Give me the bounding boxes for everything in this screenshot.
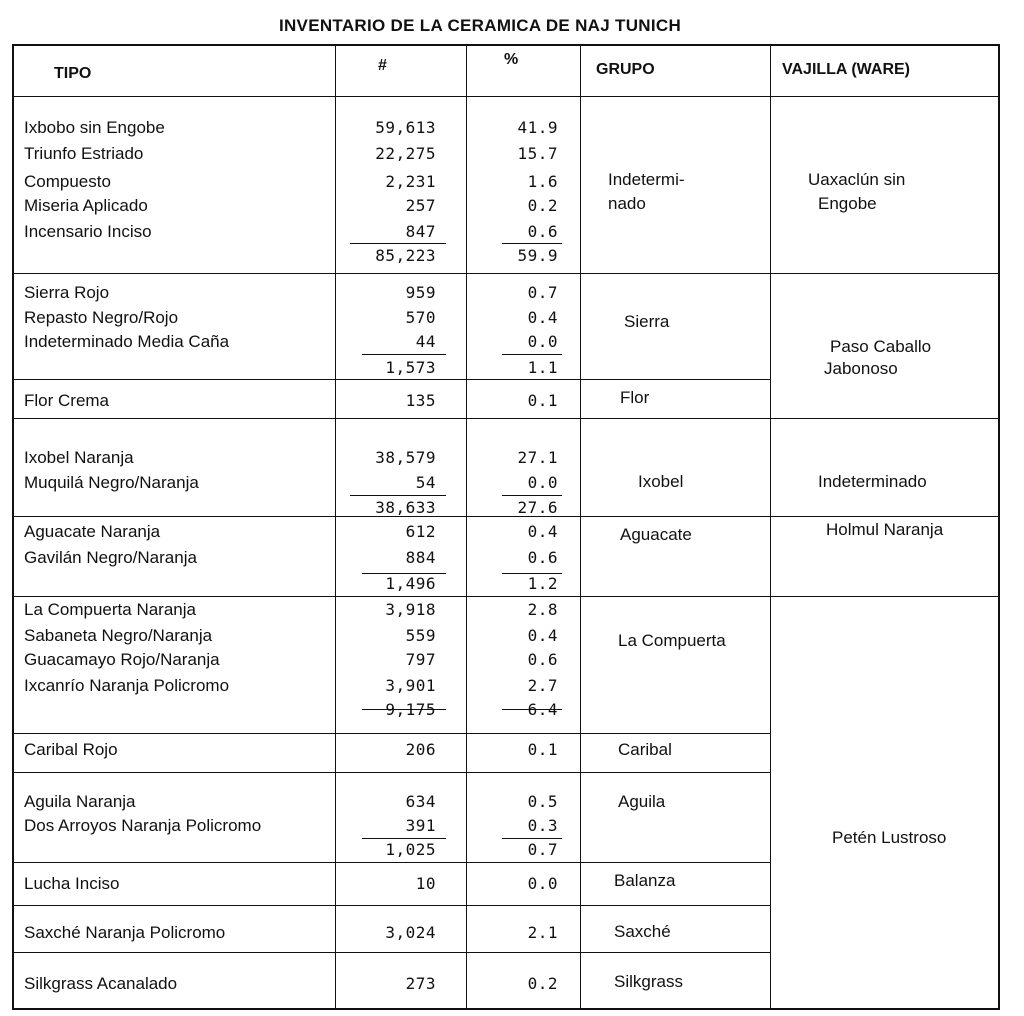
ware-label [824,336,932,380]
tipo-cell: Incensario Inciso [24,222,152,241]
tipo-cell: Guacamayo Rojo/Naranja [24,650,220,669]
section-border [14,772,770,773]
ware-label [808,168,905,216]
tipo-cell: Sabaneta Negro/Naranja [24,626,213,645]
grupo-label: Silkgrass [614,972,683,991]
grupo-label: Sierra [624,312,670,331]
grupo-label: Saxché [614,922,671,941]
header-percent: % [504,51,519,68]
tipo-cell: Sierra Rojo [24,283,110,302]
subtotal-count-cell: 1,573 [385,358,436,377]
subtotal-line [502,495,562,496]
section-border [14,596,998,597]
header-vajilla: VAJILLA (WARE) [782,61,910,78]
tipo-cell: Lucha Inciso [24,874,120,893]
tipo-cell: Muquilá Negro/Naranja [24,473,199,492]
percent-cell: 0.4 [527,522,558,541]
percent-cell: 0.7 [527,283,558,302]
grupo-label-line: Indetermi- [608,170,685,189]
percent-cell: 0.4 [527,308,558,327]
tipo-cell: Flor Crema [24,391,110,410]
count-cell: 570 [405,308,436,327]
header-grupo: GRUPO [596,61,655,78]
count-cell: 257 [405,196,436,215]
count-cell: 634 [405,792,436,811]
ware-label: Petén Lustroso [832,828,947,847]
subtotal-count-cell: 1,025 [385,840,436,859]
tipo-cell: Ixcanrío Naranja Policromo [24,676,230,695]
percent-cell: 0.0 [527,473,558,492]
tipo-cell: Ixbobo sin Engobe [24,118,165,137]
count-cell: 612 [405,522,436,541]
subtotal-line [362,838,446,839]
ware-label-line: Jabonoso [824,359,898,378]
section-border [14,952,770,953]
subtotal-line [350,243,446,244]
header-count: # [378,57,387,74]
tipo-cell: Ixobel Naranja [24,448,134,467]
count-cell: 797 [405,650,436,669]
ware-label: Indeterminado [818,472,927,491]
percent-cell: 0.1 [527,740,558,759]
subtotal-line [502,243,562,244]
section-border [14,905,770,906]
percent-cell: 0.6 [527,650,558,669]
percent-cell: 0.2 [527,974,558,993]
percent-cell: 1.6 [527,172,558,191]
count-cell: 2,231 [385,172,436,191]
tipo-cell: Saxché Naranja Policromo [24,923,226,942]
tipo-cell: La Compuerta Naranja [24,600,196,619]
tipo-cell: Aguacate Naranja [24,522,161,541]
section-border [14,379,770,380]
section-border [14,733,770,734]
section-border [14,273,998,274]
column-divider-2 [466,46,467,1008]
section-border [14,418,998,419]
table-title: INVENTARIO DE LA CERAMICA DE NAJ TUNICH [278,16,682,35]
percent-cell: 0.5 [527,792,558,811]
percent-cell: 0.6 [527,548,558,567]
count-cell: 3,901 [385,676,436,695]
percent-cell: 0.0 [527,332,558,351]
column-divider-3 [580,46,581,1008]
count-cell: 206 [405,740,436,759]
subtotal-percent-cell: 59.9 [517,246,558,265]
tipo-cell: Silkgrass Acanalado [24,974,178,993]
tipo-cell: Indeterminado Media Caña [24,332,230,351]
tipo-cell: Aguila Naranja [24,792,136,811]
subtotal-line [350,495,446,496]
ware-label-line: Paso Caballo [830,337,932,356]
count-cell: 59,613 [375,118,436,137]
subtotal-count-cell: 1,496 [385,574,436,593]
grupo-label [608,168,685,216]
count-cell: 559 [405,626,436,645]
subtotal-percent-cell: 1.1 [527,358,558,377]
percent-cell: 15.7 [517,144,558,163]
tipo-cell: Repasto Negro/Rojo [24,308,179,327]
percent-cell: 2.7 [527,676,558,695]
subtotal-percent-cell: 27.6 [517,498,558,517]
percent-cell: 0.0 [527,874,558,893]
grupo-label-line: nado [608,194,646,213]
percent-cell: 41.9 [517,118,558,137]
tipo-cell: Caribal Rojo [24,740,118,759]
grupo-label: La Compuerta [618,631,726,650]
subtotal-line [362,354,446,355]
percent-cell: 27.1 [517,448,558,467]
grupo-label: Caribal [618,740,672,759]
percent-cell: 0.2 [527,196,558,215]
ware-label: Holmul Naranja [826,520,944,539]
count-cell: 847 [405,222,436,241]
subtotal-count-cell: 38,633 [375,498,436,517]
subtotal-line [502,838,562,839]
count-cell: 959 [405,283,436,302]
subtotal-percent-cell: 0.7 [527,840,558,859]
header-row-border [14,96,998,97]
count-cell: 38,579 [375,448,436,467]
percent-cell: 2.1 [527,923,558,942]
percent-cell: 0.3 [527,816,558,835]
count-cell: 10 [415,874,436,893]
column-divider-4 [770,46,771,1008]
inventory-table [12,44,1000,1010]
grupo-label: Flor [620,388,650,407]
count-cell: 273 [405,974,436,993]
count-cell: 135 [405,391,436,410]
percent-cell: 0.6 [527,222,558,241]
grupo-label: Ixobel [638,472,684,491]
count-cell: 22,275 [375,144,436,163]
percent-cell: 2.8 [527,600,558,619]
tipo-cell: Dos Arroyos Naranja Policromo [24,816,262,835]
count-cell: 3,024 [385,923,436,942]
section-border [14,862,770,863]
count-cell: 44 [415,332,436,351]
count-cell: 391 [405,816,436,835]
subtotal-count-cell: 9,175 [385,700,436,719]
tipo-cell: Gavilán Negro/Naranja [24,548,197,567]
count-cell: 884 [405,548,436,567]
percent-cell: 0.4 [527,626,558,645]
tipo-cell: Compuesto [24,172,111,191]
ware-label-line: Engobe [818,194,877,213]
percent-cell: 0.1 [527,391,558,410]
subtotal-count-cell: 85,223 [375,246,436,265]
subtotal-percent-cell: 6.4 [527,700,558,719]
count-cell: 3,918 [385,600,436,619]
tipo-cell: Triunfo Estriado [24,144,144,163]
count-cell: 54 [415,473,436,492]
grupo-label: Aguila [618,792,666,811]
grupo-label: Balanza [614,871,676,890]
subtotal-percent-cell: 1.2 [527,574,558,593]
tipo-cell: Miseria Aplicado [24,196,148,215]
subtotal-line [502,354,562,355]
ware-label-line: Uaxaclún sin [808,170,906,189]
header-tipo: TIPO [54,65,92,82]
grupo-label: Aguacate [620,525,692,544]
